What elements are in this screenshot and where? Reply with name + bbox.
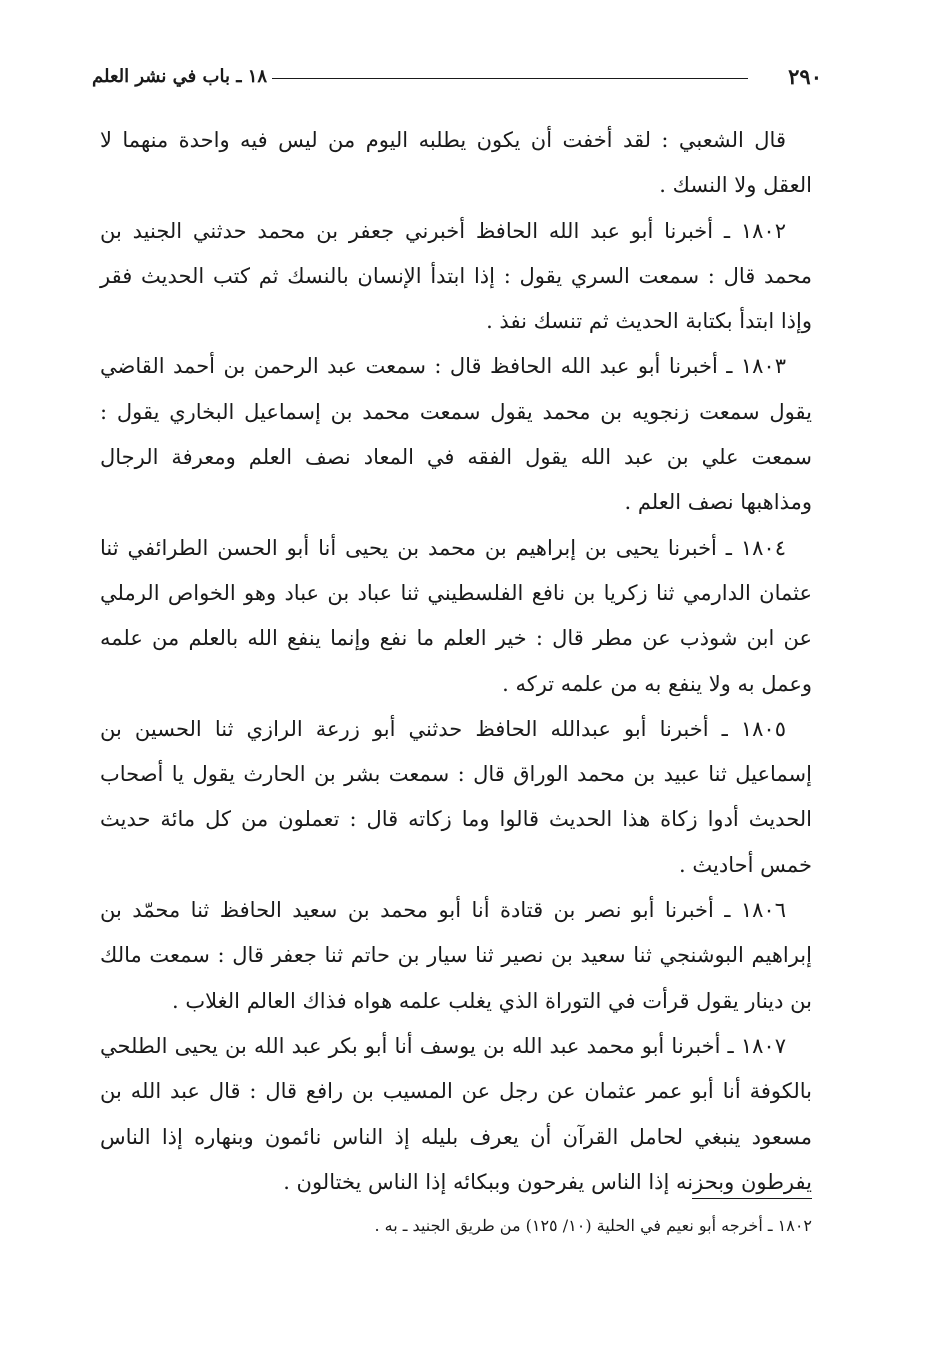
paragraph-1802: ١٨٠٢ ـ أخبرنا أبو عبد الله الحافظ أخبرني جعفر بن محمد حدثني الجنيد بن محمد قال : سمعت السري يقول : إذا ابتدأ الإنسان بالنسك ثم كتب الحديث فقر وإذا ابتدأ بكتابة الحديث ثم تنسك نفذ .	[100, 218, 812, 334]
main-text	[100, 118, 812, 1205]
header-rule	[272, 78, 748, 79]
paragraph-1807: ١٨٠٧ ـ أخبرنا أبو محمد عبد الله بن يوسف أنا أبو بكر عبد الله بن يحيى الطلحي بالكوفة أنا أبو عمر عثمان عن رجل عن المسيب بن رافع قال : قال عبد الله بن مسعود ينبغي لحامل القرآن أن يعرف بليله إذ الناس نائمون وبنهاره إذا الناس يفرطون وبحزنه إذا الناس يفرحون وببكائه إذا الناس يختالون .	[100, 1033, 812, 1194]
paragraph-1806: ١٨٠٦ ـ أخبرنا أبو نصر بن قتادة أنا أبو محمد بن سعيد الحافظ ثنا محمّد بن إبراهيم البوشنجي ثنا سعيد بن نصير ثنا سيار بن حاتم ثنا جعفر قال : سمعت مالك بن دينار يقول قرأت في التوراة الذي يغلب علمه هواه فذاك العالم الغلاب .	[100, 898, 812, 1013]
paragraph-shabi: قال الشعبي : لقد أخفت أن يكون يطلبه اليوم من ليس فيه واحدة منهما لا العقل ولا النسك .	[100, 128, 812, 198]
page-number: ٢٩٠	[788, 64, 822, 89]
paragraph-1804: ١٨٠٤ ـ أخبرنا يحيى بن إبراهيم بن محمد بن يحيى أنا أبو الحسن الطرائفي ثنا عثمان الدارمي ثنا زكريا بن نافع الفلسطيني ثنا عباد بن عباد وهو الخواص الرملي عن ابن شوذب عن مطر قال : خير العلم ما نفع وإنما ينفع الله بالعلم من علمه وعمل به ولا ينفع به من علمه تركه .	[100, 535, 812, 696]
footnote-rule	[692, 1198, 812, 1199]
paragraph-1803: ١٨٠٣ ـ أخبرنا أبو عبد الله الحافظ قال : سمعت عبد الرحمن بن أحمد القاضي يقول سمعت زنجويه بن محمد يقول سمعت محمد بن إسماعيل البخاري يقول : سمعت علي بن عبد الله يقول الفقه في المعاد نصف العلم ومعرفة الرجال ومذاهبها نصف العلم .	[100, 354, 812, 515]
page-header	[92, 62, 822, 92]
footnote: ١٨٠٢ ـ أخرجه أبو نعيم في الحلية (١٠/ ١٢٥) من طريق الجنيد ـ به .	[374, 1216, 812, 1235]
running-title: ١٨ ـ باب في نشر العلم	[92, 66, 268, 87]
paragraph-1805: ١٨٠٥ ـ أخبرنا أبو عبدالله الحافظ حدثني أبو زرعة الرازي ثنا الحسين بن إسماعيل ثنا عبيد بن محمد الوراق قال : سمعت بشر بن الحارث يقول يا أصحاب الحديث أدوا زكاة هذا الحديث قالوا وما زكاته قال : تعملون من كل مائة حديث خمس أحاديث .	[100, 716, 812, 877]
